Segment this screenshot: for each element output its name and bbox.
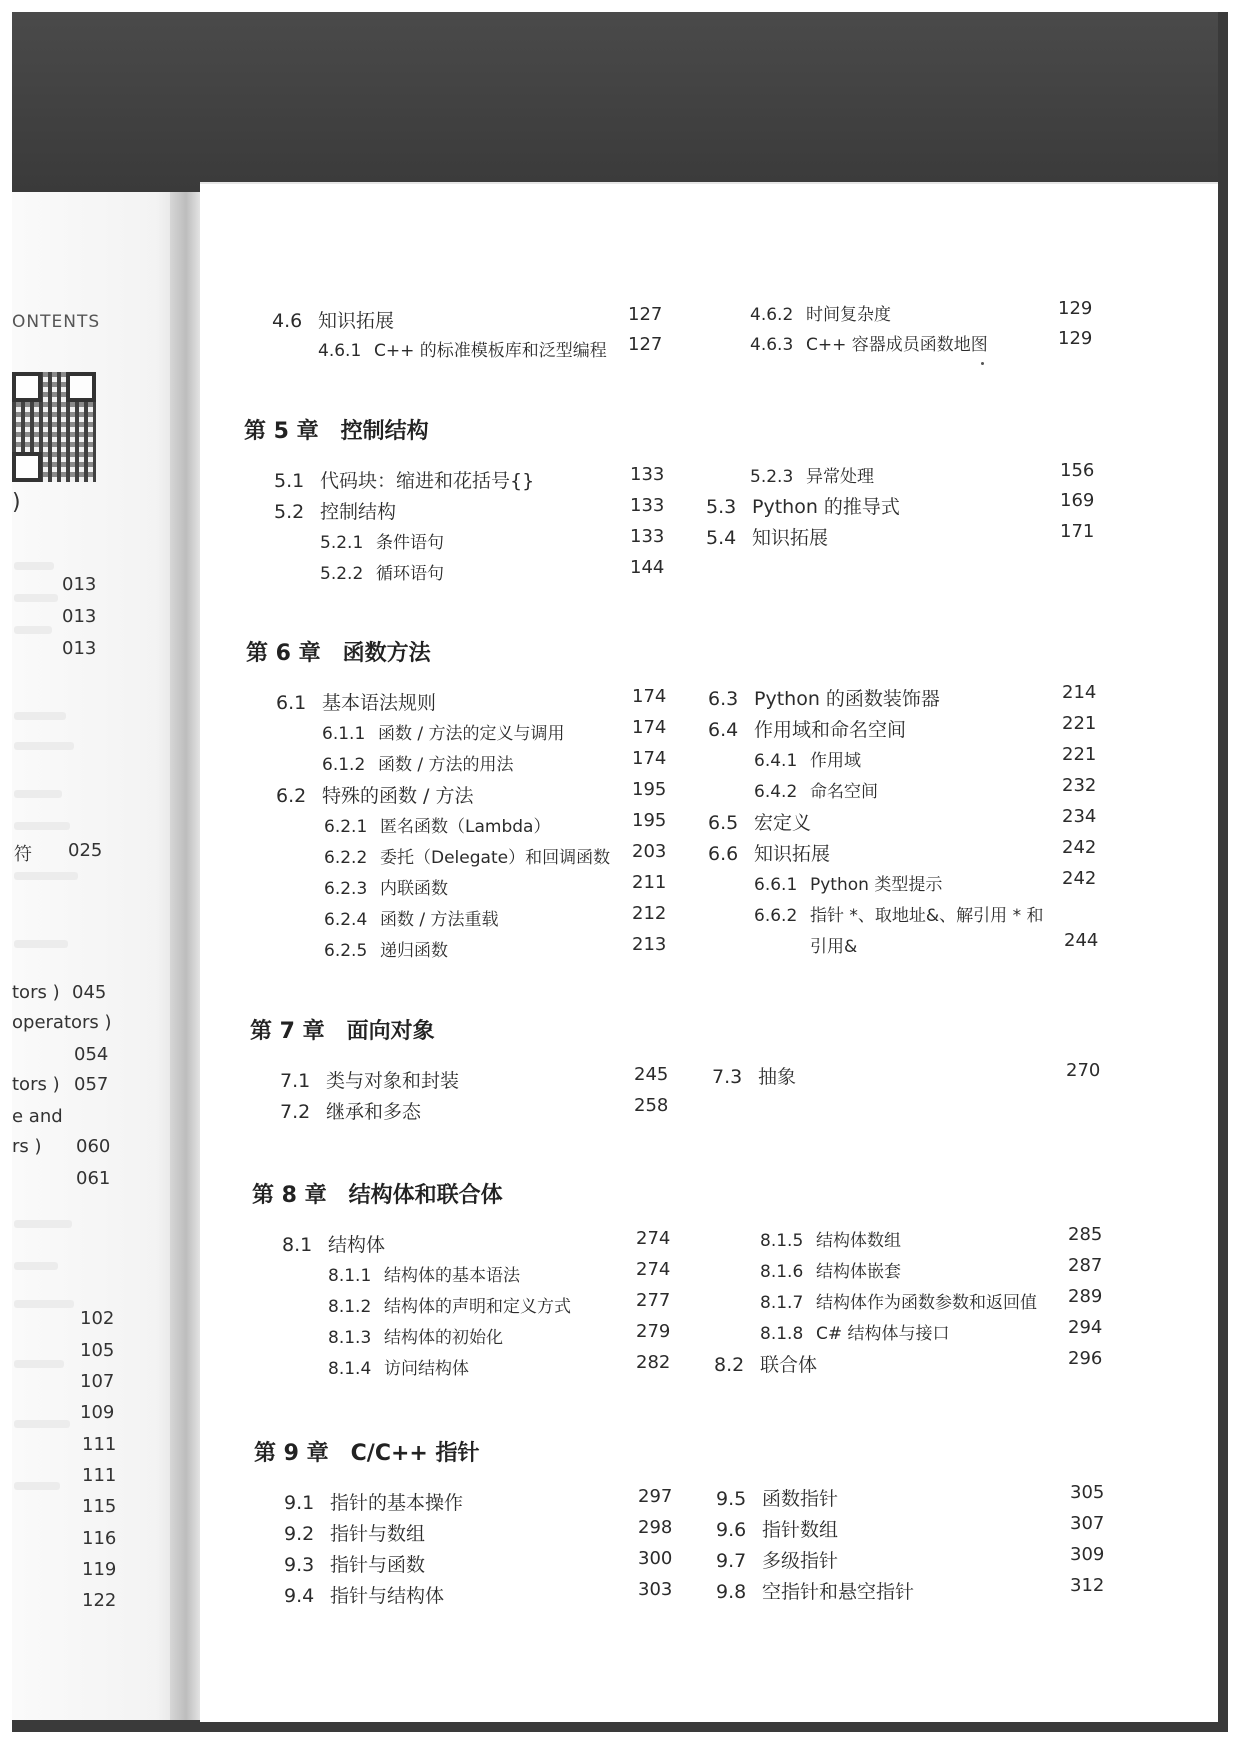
page-number: 144 [630, 557, 665, 578]
toc-entry: 6.1.1 函数 / 方法的定义与调用 [322, 724, 565, 744]
toc-entry: 5.2.2 循环语句 [320, 564, 444, 584]
page-number: 282 [636, 1352, 671, 1373]
toc-entry: 8.1.1 结构体的基本语法 [328, 1266, 520, 1286]
left-page-number: 057 [74, 1074, 109, 1095]
page-number: 156 [1060, 460, 1095, 481]
page-number: 297 [638, 1486, 673, 1507]
page-number: 285 [1068, 1224, 1103, 1245]
page-number: 303 [638, 1579, 673, 1600]
page-number: 258 [634, 1095, 669, 1116]
left-page-fragment: e and [12, 1106, 63, 1127]
chapter-heading: 第 6 章 函数方法 [246, 641, 431, 666]
toc-entry: 7.3 抽象 [712, 1066, 797, 1088]
page-number: 245 [634, 1064, 669, 1085]
toc-entry: 5.2.3 异常处理 [750, 467, 874, 487]
left-page-number: 060 [76, 1136, 111, 1157]
left-page-number: 061 [76, 1168, 111, 1189]
page-number: 296 [1068, 1348, 1103, 1369]
toc-entry: 9.1 指针的基本操作 [284, 1492, 464, 1514]
toc-entry: 5.2.1 条件语句 [320, 533, 444, 553]
toc-entry: 6.2.2 委托（Delegate）和回调函数 [324, 848, 611, 868]
left-page-fragment: rs ) [12, 1136, 42, 1157]
toc-entry: 6.5 宏定义 [708, 812, 812, 834]
toc-entry: 6.1.2 函数 / 方法的用法 [322, 755, 514, 775]
left-page-number: 045 [72, 982, 107, 1003]
page-number: 129 [1058, 328, 1093, 349]
toc-entry: 4.6.3 C++ 容器成员函数地图 [750, 335, 988, 355]
page-number: 294 [1068, 1317, 1103, 1338]
toc-entry: 6.6.1 Python 类型提示 [754, 875, 943, 895]
toc-entry: 5.1 代码块：缩进和花括号{} [274, 470, 535, 492]
toc-entry: 6.2 特殊的函数 / 方法 [276, 785, 474, 807]
page-number: 232 [1062, 775, 1097, 796]
page-number: 244 [1064, 930, 1099, 951]
page-number: 309 [1070, 1544, 1105, 1565]
toc-entry: 6.4.2 命名空间 [754, 782, 878, 802]
page-number: 221 [1062, 744, 1097, 765]
chapter-heading: 第 7 章 面向对象 [250, 1019, 435, 1044]
toc-entry: 9.2 指针与数组 [284, 1523, 426, 1545]
page-number: 298 [638, 1517, 673, 1538]
toc-entry: 9.8 空指针和悬空指针 [716, 1581, 915, 1603]
left-page-number: 111 [82, 1434, 117, 1455]
toc-entry: 9.5 函数指针 [716, 1488, 839, 1510]
left-page-number: 119 [82, 1559, 117, 1580]
left-page-number: 111 [82, 1465, 117, 1486]
toc-entry: 8.1.7 结构体作为函数参数和返回值 [760, 1293, 1037, 1313]
toc-entry: 6.2.5 递归函数 [324, 941, 448, 961]
qr-code-icon [12, 372, 96, 482]
toc-entry: 9.7 多级指针 [716, 1550, 839, 1572]
chapter-heading: 第 8 章 结构体和联合体 [252, 1183, 503, 1208]
page-number: 211 [632, 872, 667, 893]
toc-entry: 8.1.2 结构体的声明和定义方式 [328, 1297, 571, 1317]
page-number: 203 [632, 841, 667, 862]
page-number: 212 [632, 903, 667, 924]
toc-entry: 7.1 类与对象和封装 [280, 1070, 460, 1092]
page-number: 213 [632, 934, 667, 955]
toc-entry: 4.6 知识拓展 [272, 310, 395, 332]
left-page-fragment: 符 [14, 844, 32, 865]
left-page-fragment: tors ) [12, 982, 60, 1003]
toc-entry: 6.2.4 函数 / 方法重载 [324, 910, 499, 930]
toc-entry: 9.3 指针与函数 [284, 1554, 426, 1576]
page-number: 274 [636, 1259, 671, 1280]
toc-entry: 4.6.1 C++ 的标准模板库和泛型编程 [318, 341, 607, 361]
toc-entry: 6.6 知识拓展 [708, 843, 831, 865]
left-page-number: 122 [82, 1590, 117, 1611]
toc-entry: 5.4 知识拓展 [706, 527, 829, 549]
toc-entry: 6.1 基本语法规则 [276, 692, 437, 714]
page-number: 305 [1070, 1482, 1105, 1503]
page-number: 242 [1062, 868, 1097, 889]
chapter-heading: 第 9 章 C/C++ 指针 [254, 1441, 480, 1466]
page-number: 312 [1070, 1575, 1105, 1596]
chapter-heading: 第 5 章 控制结构 [244, 419, 429, 444]
page-number: 300 [638, 1548, 673, 1569]
left-page-number: 105 [80, 1340, 115, 1361]
page-number: 195 [632, 779, 667, 800]
left-page-fragment: tors ) [12, 1074, 60, 1095]
toc-entry: 8.1.5 结构体数组 [760, 1231, 901, 1251]
page-number: 307 [1070, 1513, 1105, 1534]
toc-entry: 8.2 联合体 [714, 1354, 818, 1376]
left-page-number: 107 [80, 1371, 115, 1392]
page-number: 171 [1060, 521, 1095, 542]
left-page-number: 116 [82, 1528, 117, 1549]
page-number: 214 [1062, 682, 1097, 703]
left-page-number: 115 [82, 1496, 117, 1517]
left-page-number: 013 [62, 606, 97, 627]
toc-entry: 5.2 控制结构 [274, 501, 397, 523]
page-number: 169 [1060, 490, 1095, 511]
left-page-number: 013 [62, 638, 97, 659]
toc-entry: 8.1.6 结构体嵌套 [760, 1262, 901, 1282]
toc-entry: 9.6 指针数组 [716, 1519, 839, 1541]
page-number: 129 [1058, 298, 1093, 319]
toc-entry: 6.3 Python 的函数装饰器 [708, 688, 940, 710]
left-page-number: 013 [62, 574, 97, 595]
page-number: 127 [628, 334, 663, 355]
page-number: 195 [632, 810, 667, 831]
toc-entry: 4.6.2 时间复杂度 [750, 305, 891, 325]
toc-entry: 5.3 Python 的推导式 [706, 496, 900, 518]
toc-entry: 8.1 结构体 [282, 1234, 386, 1256]
page-number: 174 [632, 686, 667, 707]
page-number: 234 [1062, 806, 1097, 827]
page-number: 221 [1062, 713, 1097, 734]
page-number: 277 [636, 1290, 671, 1311]
scanner-bed-top [12, 12, 1228, 192]
page-number: 174 [632, 748, 667, 769]
book-gutter [170, 192, 202, 1720]
left-page-fragment: operators ) [12, 1012, 112, 1033]
page-number: 242 [1062, 837, 1097, 858]
page-number: 133 [630, 495, 665, 516]
left-page-number: 109 [80, 1402, 115, 1423]
toc-entry: 8.1.4 访问结构体 [328, 1359, 469, 1379]
page-number: 127 [628, 304, 663, 325]
page-number: 133 [630, 464, 665, 485]
left-page-number: 025 [68, 840, 103, 861]
page-number: 274 [636, 1228, 671, 1249]
toc-entry-continuation: 引用& [810, 937, 858, 957]
page-number: 174 [632, 717, 667, 738]
scanner-bed-right [1218, 12, 1228, 1732]
toc-entry: 9.4 指针与结构体 [284, 1585, 445, 1607]
page-number: 287 [1068, 1255, 1103, 1276]
toc-entry: 7.2 继承和多态 [280, 1101, 422, 1123]
toc-entry: 8.1.8 C# 结构体与接口 [760, 1324, 950, 1344]
page-number: 279 [636, 1321, 671, 1342]
toc-entry: 6.4.1 作用域 [754, 751, 861, 771]
toc-entry: 6.2.1 匿名函数（Lambda） [324, 817, 551, 837]
page-number: 289 [1068, 1286, 1103, 1307]
toc-entry: 6.6.2 指针 *、取地址&、解引用 * 和 [754, 906, 1044, 926]
left-page-header: ONTENTS [12, 312, 101, 332]
page-number: 133 [630, 526, 665, 547]
toc-entry: 8.1.3 结构体的初始化 [328, 1328, 503, 1348]
left-page-number: 102 [80, 1308, 115, 1329]
toc-entry: 6.2.3 内联函数 [324, 879, 448, 899]
toc-entry: 6.4 作用域和命名空间 [708, 719, 907, 741]
left-page-fragment: ) [12, 490, 21, 515]
left-page-number: 054 [74, 1044, 109, 1065]
page-number: 270 [1066, 1060, 1101, 1081]
